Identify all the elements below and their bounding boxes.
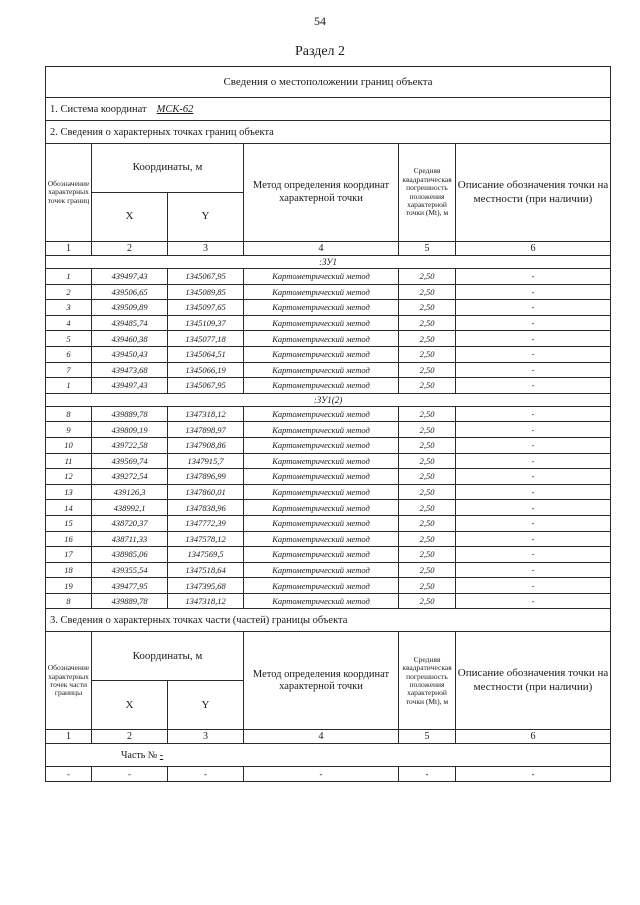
cell-accuracy: 2,50 — [399, 500, 456, 516]
cell-coord-x: 439485,74 — [92, 315, 168, 331]
cell-method: Картометрический метод — [244, 531, 399, 547]
cell-method: Картометрический метод — [244, 269, 399, 285]
cell-coord-x: 439477,95 — [92, 578, 168, 594]
table-cell: - — [46, 767, 92, 782]
cell-desc: - — [456, 453, 611, 469]
cell-method: Картометрический метод — [244, 562, 399, 578]
cell-point-id: 9 — [46, 422, 92, 438]
cell-accuracy: 2,50 — [399, 406, 456, 422]
section-title: Раздел 2 — [294, 44, 346, 59]
table-row — [46, 378, 611, 394]
cell-accuracy: 2,50 — [399, 578, 456, 594]
cell-accuracy: 2,50 — [399, 437, 456, 453]
col-number: 2 — [92, 242, 168, 256]
cell-coord-y: 1347838,96 — [168, 500, 244, 516]
cell-coord-y: 1345066,19 — [168, 362, 244, 378]
table-cell: - — [399, 767, 456, 782]
table-cell: - — [244, 767, 399, 782]
group-heading: :ЗУ1(2) — [46, 393, 611, 406]
cell-accuracy: 2,50 — [399, 531, 456, 547]
table-row — [46, 422, 611, 438]
cell-coord-y: 1347518,64 — [168, 562, 244, 578]
cell-coord-y: 1347915,7 — [168, 453, 244, 469]
cell-coord-x: 439509,89 — [92, 300, 168, 316]
cell-point-id: 5 — [46, 331, 92, 347]
cell-desc: - — [456, 331, 611, 347]
part-value: - — [159, 749, 164, 761]
table-cell: - — [92, 767, 168, 782]
cell-accuracy: 2,50 — [399, 300, 456, 316]
cell-coord-x: 439473,68 — [92, 362, 168, 378]
cell-point-id: 10 — [46, 437, 92, 453]
cell-coord-y: 1345067,95 — [168, 378, 244, 394]
table-row — [46, 453, 611, 469]
cell-desc: - — [456, 515, 611, 531]
cell-method: Картометрический метод — [244, 500, 399, 516]
cell-desc: - — [456, 562, 611, 578]
cell-accuracy: 2,50 — [399, 422, 456, 438]
col-number: 5 — [399, 730, 456, 744]
cell-coord-x: 438720,37 — [92, 515, 168, 531]
cell-method: Картометрический метод — [244, 406, 399, 422]
cell-coord-x: 439569,74 — [92, 453, 168, 469]
part-number-row — [46, 744, 611, 767]
table-cell: - — [168, 767, 244, 782]
cell-coord-y: 1345089,85 — [168, 284, 244, 300]
cell-point-id: 19 — [46, 578, 92, 594]
coord-system-label: 1. Система координат — [50, 103, 147, 115]
cell-desc: - — [456, 593, 611, 609]
cell-coord-x: 439460,38 — [92, 331, 168, 347]
cell-accuracy: 2,50 — [399, 362, 456, 378]
cell-coord-x: 439497,43 — [92, 378, 168, 394]
table-row — [46, 562, 611, 578]
coord-system-row — [46, 98, 611, 121]
cell-coord-x: 439809,19 — [92, 422, 168, 438]
col-number: 3 — [168, 242, 244, 256]
cell-desc: - — [456, 484, 611, 500]
cell-coord-x: 439889,78 — [92, 406, 168, 422]
cell-coord-y: 1347578,12 — [168, 531, 244, 547]
cell-desc: - — [456, 315, 611, 331]
cell-accuracy: 2,50 — [399, 484, 456, 500]
table-row — [46, 331, 611, 347]
cell-method: Картометрический метод — [244, 437, 399, 453]
cell-accuracy: 2,50 — [399, 331, 456, 347]
section2-heading: 2. Сведения о характерных точках границ объекта — [46, 121, 611, 144]
cell-point-id: 17 — [46, 547, 92, 563]
cell-coord-y: 1347908,86 — [168, 437, 244, 453]
header-coords: Координаты, м — [92, 144, 244, 193]
cell-method: Картометрический метод — [244, 331, 399, 347]
part-label: Часть № — [121, 749, 158, 761]
cell-desc: - — [456, 469, 611, 485]
col-number: 1 — [46, 242, 92, 256]
col-number: 5 — [399, 242, 456, 256]
cell-point-id: 8 — [46, 406, 92, 422]
cell-coord-y: 1347772,39 — [168, 515, 244, 531]
cell-point-id: 15 — [46, 515, 92, 531]
table-row — [46, 284, 611, 300]
header-description: Описание обозначения точки на местности (при наличии) — [456, 144, 611, 242]
group-heading: :ЗУ1 — [46, 256, 611, 269]
cell-method: Картометрический метод — [244, 453, 399, 469]
cell-coord-y: 1347395,68 — [168, 578, 244, 594]
column-numbers-row — [46, 242, 611, 256]
cell-accuracy: 2,50 — [399, 515, 456, 531]
col-number: 3 — [168, 730, 244, 744]
table-row — [46, 500, 611, 516]
cell-accuracy: 2,50 — [399, 284, 456, 300]
cell-point-id: 6 — [46, 346, 92, 362]
cell-desc: - — [456, 346, 611, 362]
cell-point-id: 11 — [46, 453, 92, 469]
cell-method: Картометрический метод — [244, 578, 399, 594]
header-accuracy: Средняя квадратическая погрешность положения характерной точки (Mt), м — [399, 144, 456, 242]
cell-coord-x: 438711,33 — [92, 531, 168, 547]
col-number: 4 — [244, 242, 399, 256]
cell-coord-y: 1345067,95 — [168, 269, 244, 285]
cell-accuracy: 2,50 — [399, 453, 456, 469]
table-row — [46, 406, 611, 422]
cell-coord-x: 438985,06 — [92, 547, 168, 563]
table-row — [46, 346, 611, 362]
col-number: 6 — [456, 730, 611, 744]
header-accuracy: Средняя квадратическая погрешность положения характерной точки (Mt), м — [399, 632, 456, 730]
cell-desc: - — [456, 284, 611, 300]
table-row — [46, 578, 611, 594]
cell-point-id: 2 — [46, 284, 92, 300]
cell-coord-y: 1345097,65 — [168, 300, 244, 316]
cell-desc: - — [456, 531, 611, 547]
table-row — [46, 315, 611, 331]
cell-method: Картометрический метод — [244, 484, 399, 500]
section3-heading: 3. Сведения о характерных точках части (частей) границы объекта — [46, 609, 611, 632]
cell-coord-y: 1347569,5 — [168, 547, 244, 563]
table-row — [46, 269, 611, 285]
header-coords: Координаты, м — [92, 632, 244, 681]
cell-coord-y: 1347898,97 — [168, 422, 244, 438]
cell-point-id: 8 — [46, 593, 92, 609]
table-row — [46, 531, 611, 547]
table-row — [46, 437, 611, 453]
cell-desc: - — [456, 269, 611, 285]
header-point: Обозначение характерных точек границ — [46, 144, 92, 242]
table-row — [46, 547, 611, 563]
cell-coord-x: 439722,58 — [92, 437, 168, 453]
cell-coord-y: 1347896,99 — [168, 469, 244, 485]
cell-point-id: 1 — [46, 378, 92, 394]
cell-desc: - — [456, 547, 611, 563]
cell-method: Картометрический метод — [244, 315, 399, 331]
col-number: 2 — [92, 730, 168, 744]
cell-coord-x: 439126,3 — [92, 484, 168, 500]
cell-coord-y: 1345077,18 — [168, 331, 244, 347]
cell-accuracy: 2,50 — [399, 346, 456, 362]
cell-coord-y: 1345064,51 — [168, 346, 244, 362]
header-method: Метод определения координат характерной точки — [244, 144, 399, 242]
cell-method: Картометрический метод — [244, 469, 399, 485]
col-number: 4 — [244, 730, 399, 744]
header-y: Y — [168, 681, 244, 730]
cell-desc: - — [456, 406, 611, 422]
cell-coord-x: 439889,78 — [92, 593, 168, 609]
cell-method: Картометрический метод — [244, 593, 399, 609]
cell-coord-x: 438992,1 — [92, 500, 168, 516]
table-row — [46, 469, 611, 485]
cell-desc: - — [456, 362, 611, 378]
cell-accuracy: 2,50 — [399, 269, 456, 285]
header-method: Метод определения координат характерной точки — [244, 632, 399, 730]
cell-point-id: 18 — [46, 562, 92, 578]
table-row — [46, 300, 611, 316]
cell-point-id: 3 — [46, 300, 92, 316]
cell-point-id: 1 — [46, 269, 92, 285]
cell-point-id: 13 — [46, 484, 92, 500]
cell-method: Картометрический метод — [244, 547, 399, 563]
cell-accuracy: 2,50 — [399, 315, 456, 331]
cell-desc: - — [456, 437, 611, 453]
table-title: Сведения о местоположении границ объекта — [46, 67, 611, 98]
cell-accuracy: 2,50 — [399, 547, 456, 563]
header-x: X — [92, 193, 168, 242]
coord-system-value: МСК-62 — [156, 103, 194, 115]
empty-part-row — [46, 767, 611, 782]
cell-point-id: 4 — [46, 315, 92, 331]
cell-desc: - — [456, 500, 611, 516]
cell-coord-y: 1347318,12 — [168, 593, 244, 609]
col-number: 6 — [456, 242, 611, 256]
header-description: Описание обозначения точки на местности (при наличии) — [456, 632, 611, 730]
cell-coord-y: 1347860,01 — [168, 484, 244, 500]
cell-point-id: 12 — [46, 469, 92, 485]
cell-method: Картометрический метод — [244, 378, 399, 394]
cell-desc: - — [456, 378, 611, 394]
cell-method: Картометрический метод — [244, 346, 399, 362]
cell-accuracy: 2,50 — [399, 469, 456, 485]
col-number: 1 — [46, 730, 92, 744]
cell-coord-x: 439272,54 — [92, 469, 168, 485]
cell-desc: - — [456, 422, 611, 438]
header-y: Y — [168, 193, 244, 242]
header-point-parts: Обозначение характерных точек части границы — [46, 632, 92, 730]
cell-coord-x: 439497,43 — [92, 269, 168, 285]
table-row — [46, 362, 611, 378]
cell-coord-x: 439355,54 — [92, 562, 168, 578]
cell-coord-x: 439450,43 — [92, 346, 168, 362]
cell-point-id: 14 — [46, 500, 92, 516]
cell-coord-y: 1347318,12 — [168, 406, 244, 422]
cell-point-id: 7 — [46, 362, 92, 378]
page-number: 54 — [314, 14, 326, 28]
cell-coord-y: 1345109,37 — [168, 315, 244, 331]
table-row — [46, 515, 611, 531]
column-numbers-row — [46, 730, 611, 744]
cell-method: Картометрический метод — [244, 300, 399, 316]
cell-point-id: 16 — [46, 531, 92, 547]
cell-method: Картометрический метод — [244, 422, 399, 438]
boundary-table — [45, 66, 611, 782]
cell-accuracy: 2,50 — [399, 378, 456, 394]
cell-accuracy: 2,50 — [399, 562, 456, 578]
table-row — [46, 593, 611, 609]
cell-accuracy: 2,50 — [399, 593, 456, 609]
table-row — [46, 484, 611, 500]
cell-desc: - — [456, 578, 611, 594]
table-cell: - — [456, 767, 611, 782]
header-x: X — [92, 681, 168, 730]
cell-method: Картометрический метод — [244, 515, 399, 531]
cell-coord-x: 439506,65 — [92, 284, 168, 300]
cell-desc: - — [456, 300, 611, 316]
cell-method: Картометрический метод — [244, 362, 399, 378]
cell-method: Картометрический метод — [244, 284, 399, 300]
